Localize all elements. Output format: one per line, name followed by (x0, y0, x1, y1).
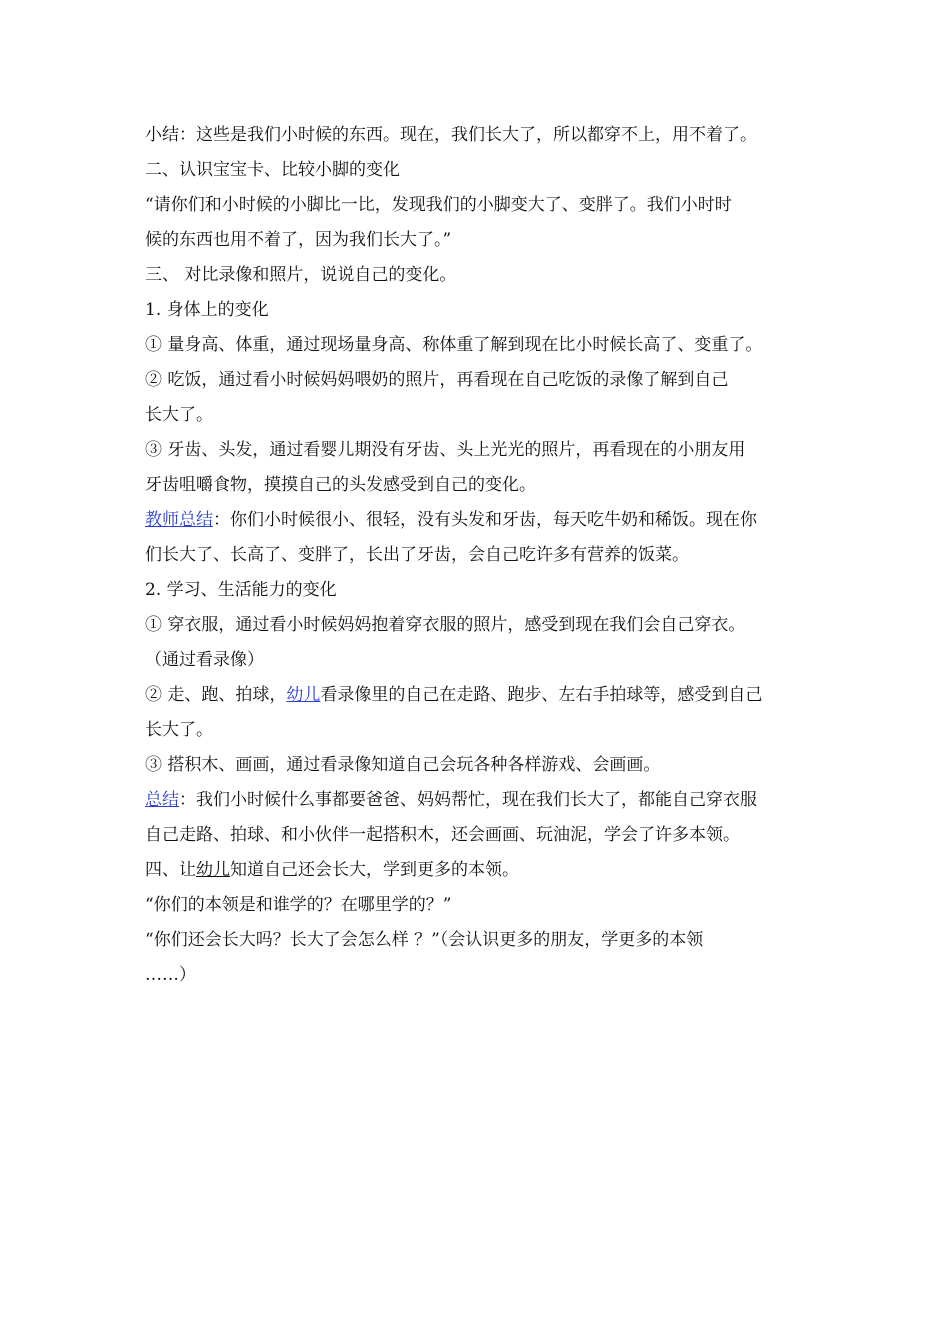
quote-line-1: “请你们和小时候的小脚比一比，发现我们的小脚变大了、变胖了。我们小时时 (145, 195, 732, 215)
s2-item-2-line-2: 长大了。 (145, 720, 213, 740)
item-3-teeth-hair-cont: 牙齿咀嚼食物，摸摸自己的头发感受到自己的变化。 (145, 475, 536, 495)
question-2-end: ……） (145, 965, 196, 985)
item-2-eating: ② 吃饭，通过看小时候妈妈喂奶的照片，再看现在自己吃饭的录像了解到自己 (145, 370, 729, 390)
s2-item-2-text: 看录像里的自己在走路、跑步、左右手拍球等，感受到自己 (320, 685, 763, 705)
section-four-heading (145, 853, 810, 888)
teacher-summary-text: ：你们小时候很小、很轻，没有头发和牙齿，每天吃牛奶和稀饭。现在你 (213, 510, 757, 530)
section-three-heading: 三、 对比录像和照片，说说自己的变化。 (145, 265, 457, 285)
teacher-summary-line-2: 们长大了、长高了、变胖了，长出了牙齿，会自己吃许多有营养的饭菜。 (145, 545, 689, 565)
summary2-text: ：我们小时候什么事都要爸爸、妈妈帮忙，现在我们长大了，都能自己穿衣服 (179, 790, 757, 810)
subsection-1-heading: 1. 身体上的变化 (145, 300, 269, 320)
summary-link[interactable]: 总结 (145, 790, 179, 810)
section-four-prefix: 四、让 (145, 860, 196, 880)
question-2: “你们还会长大吗？长大了会怎么样 ？”（会认识更多的朋友，学更多的本领 (145, 930, 704, 950)
subsection-2-heading: 2. 学习、生活能力的变化 (145, 580, 337, 600)
section-four-underlined: 幼儿 (196, 860, 230, 880)
s2-item-2-prefix: ② 走、跑、拍球， (145, 685, 287, 705)
section-four-text: 知道自己还会长大，学到更多的本领。 (230, 860, 519, 880)
summary2-line-2: 自己走路、拍球、和小伙伴一起搭积木，还会画画、玩油泥，学会了许多本领。 (145, 825, 740, 845)
s2-item-2-line-1 (145, 678, 810, 713)
s2-item-1-note: （通过看录像） (145, 650, 264, 670)
s2-item-3-blocks-drawing: ③ 搭积木、画画，通过看录像知道自己会玩各种各样游戏、会画画。 (145, 755, 661, 775)
s2-item-1-dressing: ① 穿衣服，通过看小时候妈妈抱着穿衣服的照片，感受到现在我们会自己穿衣。 (145, 615, 746, 635)
summary-line-1: 小结：这些是我们小时候的东西。现在，我们长大了，所以都穿不上，用不着了。 (145, 125, 757, 145)
teacher-summary-line-1 (145, 503, 810, 538)
document-body (145, 118, 810, 993)
question-1: “你们的本领是和谁学的？在哪里学的？” (145, 895, 452, 915)
item-3-teeth-hair: ③ 牙齿、头发，通过看婴儿期没有牙齿、头上光光的照片，再看现在的小朋友用 (145, 440, 746, 460)
item-2-eating-cont: 长大了。 (145, 405, 213, 425)
item-1-height-weight: ① 量身高、体重，通过现场量身高、称体重了解到现在比小时候长高了、变重了。 (145, 335, 763, 355)
teacher-summary-link[interactable]: 教师总结 (145, 510, 213, 530)
children-link[interactable]: 幼儿 (286, 685, 321, 705)
section-two-heading: 二、认识宝宝卡、比较小脚的变化 (145, 160, 400, 180)
summary2-line-1 (145, 783, 810, 818)
quote-line-2: 候的东西也用不着了，因为我们长大了。” (145, 230, 452, 250)
